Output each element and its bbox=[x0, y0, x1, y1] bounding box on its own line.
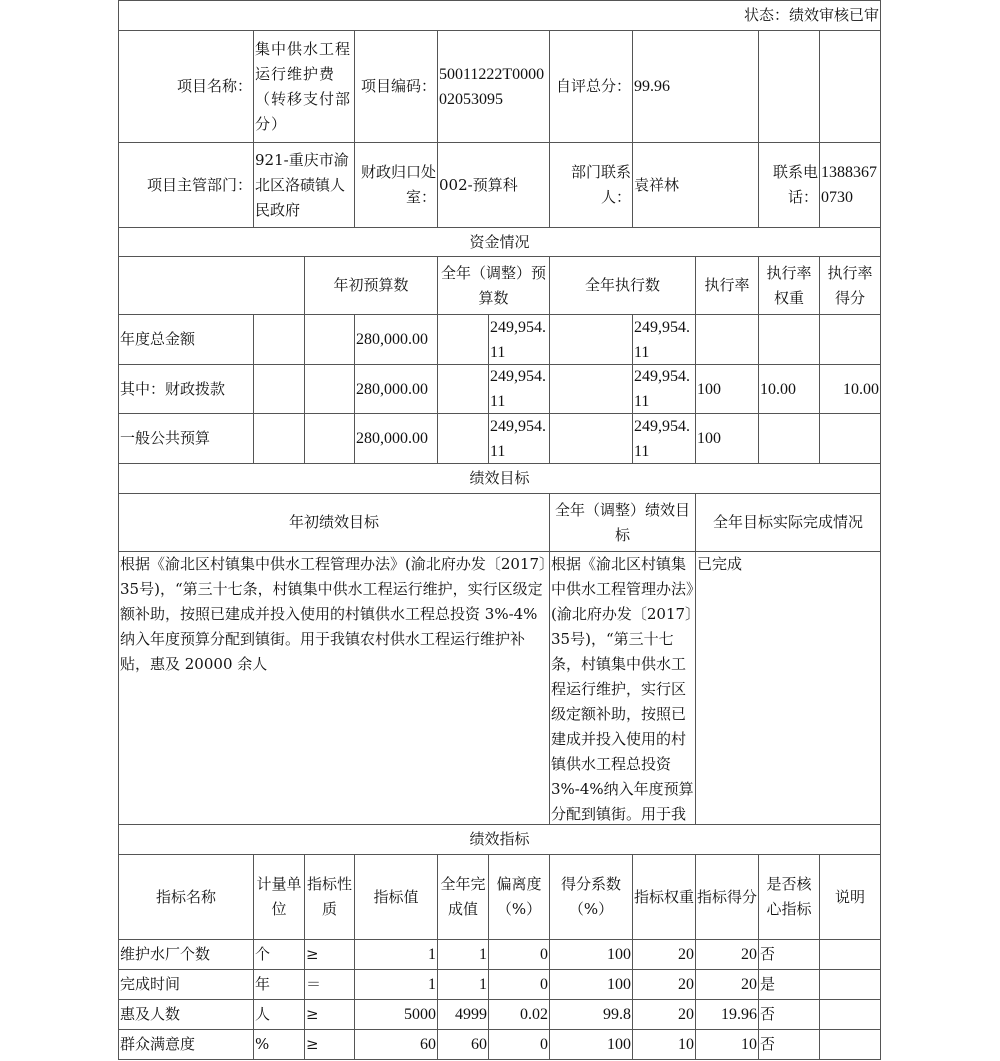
indicator-unit-text: 人 bbox=[255, 1005, 271, 1023]
funds-executed bbox=[632, 413, 696, 464]
finance-office-value bbox=[437, 142, 550, 228]
contact-label-text: 部门联系人： bbox=[570, 163, 631, 206]
indicator-score-text: 20 bbox=[741, 946, 757, 963]
indicator-coef-text: 99.8 bbox=[603, 1006, 631, 1023]
funds-rate bbox=[695, 413, 759, 464]
indicator-core-text: 否 bbox=[760, 945, 776, 963]
funds-header-3 bbox=[695, 256, 759, 315]
funds-weight bbox=[758, 364, 820, 414]
goals-header-initial bbox=[118, 493, 550, 552]
indicator-header-6-text: 得分系数（%） bbox=[560, 875, 621, 918]
blank-cell bbox=[304, 314, 355, 365]
indicator-score bbox=[695, 939, 759, 970]
funds-rate bbox=[695, 364, 759, 414]
blank-cell bbox=[549, 364, 633, 414]
indicator-nature-text: ≥ bbox=[306, 945, 319, 963]
phone-value bbox=[819, 142, 881, 228]
project-code-label bbox=[354, 30, 438, 143]
indicator-coef bbox=[549, 969, 633, 1000]
indicator-name bbox=[118, 939, 254, 970]
indicator-header-9-text: 是否核心指标 bbox=[766, 875, 812, 918]
blank-cell bbox=[819, 30, 881, 143]
funds-rate-text: 100 bbox=[697, 430, 721, 447]
indicator-name-text: 惠及人数 bbox=[120, 1005, 181, 1023]
funds-initial bbox=[354, 314, 438, 365]
indicator-header-4-text: 全年完成值 bbox=[440, 875, 486, 918]
indicator-coef bbox=[549, 939, 633, 970]
indicator-actual-text: 4999 bbox=[455, 1006, 487, 1023]
indicator-actual-text: 60 bbox=[471, 1036, 487, 1053]
goals-header-adjusted-text: 全年（调整）绩效目标 bbox=[554, 500, 690, 544]
indicator-header-7 bbox=[632, 854, 696, 940]
indicator-target-text: 5000 bbox=[404, 1006, 436, 1023]
indicator-weight bbox=[632, 969, 696, 1000]
indicator-header-3 bbox=[354, 854, 438, 940]
indicator-nature-text: ≥ bbox=[306, 1005, 319, 1023]
status-bar-text: 状态：绩效审核已审 bbox=[743, 6, 879, 24]
indicator-weight-text: 20 bbox=[678, 976, 694, 993]
funds-score bbox=[819, 413, 881, 464]
funds-header-blank bbox=[118, 256, 305, 315]
indicators-section-title-text: 绩效指标 bbox=[469, 830, 530, 848]
goals-header-initial-text: 年初绩效目标 bbox=[288, 513, 379, 531]
funds-section-title-text: 资金情况 bbox=[469, 232, 530, 251]
indicator-weight bbox=[632, 999, 696, 1030]
indicator-coef-text: 100 bbox=[607, 946, 631, 963]
indicator-nature bbox=[304, 969, 355, 1000]
funds-adjusted-text: 249,954.11 bbox=[490, 417, 546, 460]
funds-row-label bbox=[118, 314, 254, 365]
indicator-coef-text: 100 bbox=[607, 976, 631, 993]
indicator-unit bbox=[253, 1029, 305, 1060]
funds-adjusted bbox=[488, 314, 550, 365]
finance-office-label-text: 财政归口处室： bbox=[360, 163, 436, 206]
indicator-core bbox=[758, 969, 820, 1000]
goals-adjusted-text bbox=[549, 551, 696, 825]
indicator-header-8 bbox=[695, 854, 759, 940]
indicator-unit-text: 个 bbox=[255, 945, 271, 963]
funds-header-0 bbox=[304, 256, 438, 315]
indicator-deviation bbox=[488, 969, 550, 1000]
goals-actual-text bbox=[695, 551, 881, 825]
indicator-header-4 bbox=[437, 854, 489, 940]
indicator-nature bbox=[304, 1029, 355, 1060]
indicator-header-6 bbox=[549, 854, 633, 940]
finance-office-value-text: 002-预算科 bbox=[439, 175, 518, 194]
indicator-weight-text: 20 bbox=[678, 946, 694, 963]
funds-header-0-text: 年初预算数 bbox=[333, 276, 409, 294]
funds-header-3-text: 执行率 bbox=[704, 276, 750, 294]
project-code-label-text: 项目编码： bbox=[360, 77, 436, 95]
funds-adjusted-text: 249,954.11 bbox=[490, 318, 546, 361]
indicator-unit-text: % bbox=[255, 1035, 270, 1053]
indicator-actual bbox=[437, 969, 489, 1000]
goals-section-title-text: 绩效目标 bbox=[469, 469, 530, 487]
indicators-section-title bbox=[118, 824, 881, 855]
indicator-target bbox=[354, 969, 438, 1000]
contact-value-text: 袁祥林 bbox=[634, 175, 680, 194]
dept-value bbox=[253, 142, 355, 228]
blank-cell bbox=[549, 314, 633, 365]
indicator-note bbox=[819, 969, 881, 1000]
indicator-weight bbox=[632, 939, 696, 970]
indicator-unit bbox=[253, 939, 305, 970]
contact-label bbox=[549, 142, 633, 228]
indicator-name bbox=[118, 969, 254, 1000]
funds-executed-text: 249,954.11 bbox=[634, 318, 690, 361]
funds-initial-text: 280,000.00 bbox=[356, 380, 428, 398]
indicator-core-text: 否 bbox=[760, 1035, 776, 1053]
funds-row-label bbox=[118, 364, 254, 414]
indicator-score-text: 10 bbox=[741, 1036, 757, 1053]
indicator-score bbox=[695, 969, 759, 1000]
indicator-score-text: 20 bbox=[741, 976, 757, 993]
project-code-value bbox=[437, 30, 550, 143]
status-bar bbox=[118, 0, 881, 31]
indicator-header-0-text: 指标名称 bbox=[155, 887, 216, 906]
indicator-score bbox=[695, 1029, 759, 1060]
funds-executed-text: 249,954.11 bbox=[634, 368, 690, 410]
blank-cell bbox=[253, 314, 305, 365]
indicator-header-8-text: 指标得分 bbox=[697, 887, 758, 906]
indicator-deviation-text: 0 bbox=[540, 1036, 548, 1053]
funds-row-label-text: 年度总金额 bbox=[120, 330, 196, 348]
dept-value-text: 921-重庆市渝北区洛碛镇人民政府 bbox=[255, 150, 349, 219]
indicator-header-3-text: 指标值 bbox=[373, 887, 419, 906]
indicator-header-7-text: 指标权重 bbox=[634, 887, 695, 906]
indicator-nature bbox=[304, 939, 355, 970]
goals-initial-text-text: 根据《渝北区村镇集中供水工程管理办法》(渝北府办发〔2017〕35号)，“第三十七条，村镇集中供水工程运行维护，实行区级定额补助，按照已建成并投入使用的村镇供水工程总投资 3%-4%纳入年度预算分配到镇街。用于我镇农村供水工程运行维护补贴，惠及 20000 余人 bbox=[120, 555, 547, 673]
funds-adjusted bbox=[488, 413, 550, 464]
blank-cell bbox=[758, 30, 820, 143]
funds-executed bbox=[632, 364, 696, 414]
dept-label-text: 项目主管部门： bbox=[146, 175, 252, 194]
funds-initial bbox=[354, 364, 438, 414]
dept-label bbox=[118, 142, 254, 228]
indicator-core bbox=[758, 1029, 820, 1060]
indicator-unit-text: 年 bbox=[255, 975, 271, 993]
indicator-coef bbox=[549, 999, 633, 1030]
indicator-header-1-text: 计量单位 bbox=[256, 875, 302, 918]
indicator-actual-text: 1 bbox=[479, 976, 487, 993]
indicator-name bbox=[118, 999, 254, 1030]
funds-header-4 bbox=[758, 256, 820, 315]
indicator-core-text: 是 bbox=[760, 975, 776, 993]
goals-actual-text-text: 已完成 bbox=[697, 555, 743, 573]
indicator-coef-text: 100 bbox=[607, 1036, 631, 1053]
blank-cell bbox=[549, 413, 633, 464]
funds-header-2-text: 全年执行数 bbox=[584, 276, 660, 294]
indicator-score-text: 19.96 bbox=[721, 1006, 757, 1023]
indicator-deviation bbox=[488, 939, 550, 970]
indicator-unit bbox=[253, 969, 305, 1000]
indicator-coef bbox=[549, 1029, 633, 1060]
indicator-deviation-text: 0 bbox=[540, 946, 548, 963]
project-name-label bbox=[118, 30, 254, 143]
indicator-nature-text: ＝ bbox=[306, 975, 322, 993]
self-score-label-text: 自评总分： bbox=[555, 77, 631, 95]
indicator-note bbox=[819, 1029, 881, 1060]
funds-header-2 bbox=[549, 256, 696, 315]
funds-row-label bbox=[118, 413, 254, 464]
project-code-value-text: 50011222T000002053095 bbox=[439, 65, 545, 108]
funds-rate bbox=[695, 314, 759, 365]
funds-weight bbox=[758, 314, 820, 365]
indicator-header-0 bbox=[118, 854, 254, 940]
indicator-deviation bbox=[488, 1029, 550, 1060]
blank-cell bbox=[304, 413, 355, 464]
indicator-target bbox=[354, 939, 438, 970]
indicator-name-text: 群众满意度 bbox=[120, 1035, 196, 1053]
funds-header-1-text: 全年（调整）预算数 bbox=[440, 263, 546, 307]
indicator-note bbox=[819, 939, 881, 970]
contact-value bbox=[632, 142, 759, 228]
project-name-value-text: 集中供水工程运行维护费（转移支付部分） bbox=[255, 39, 352, 133]
indicator-deviation-text: 0 bbox=[540, 976, 548, 993]
indicator-actual-text: 1 bbox=[479, 946, 487, 963]
funds-header-4-text: 执行率权重 bbox=[766, 263, 812, 307]
finance-office-label bbox=[354, 142, 438, 228]
indicator-actual bbox=[437, 999, 489, 1030]
funds-rate-text: 100 bbox=[697, 380, 721, 398]
indicator-note bbox=[819, 999, 881, 1030]
funds-adjusted-text: 249,954.11 bbox=[490, 368, 546, 410]
indicator-header-5-text: 偏离度（%） bbox=[496, 875, 542, 918]
goals-initial-text bbox=[118, 551, 550, 825]
blank-cell bbox=[304, 364, 355, 414]
blank-cell bbox=[437, 314, 489, 365]
goals-header-actual-text: 全年目标实际完成情况 bbox=[712, 513, 863, 531]
phone-label bbox=[758, 142, 820, 228]
blank-cell bbox=[437, 413, 489, 464]
funds-executed bbox=[632, 314, 696, 365]
funds-initial-text: 280,000.00 bbox=[356, 331, 428, 348]
self-score-label bbox=[549, 30, 633, 143]
funds-weight-text: 10.00 bbox=[760, 380, 796, 398]
indicator-nature-text: ≥ bbox=[306, 1035, 319, 1053]
funds-adjusted bbox=[488, 364, 550, 414]
indicator-header-9 bbox=[758, 854, 820, 940]
goals-header-actual bbox=[695, 493, 881, 552]
indicator-weight bbox=[632, 1029, 696, 1060]
indicator-weight-text: 20 bbox=[678, 1006, 694, 1023]
indicator-header-5 bbox=[488, 854, 550, 940]
indicator-core bbox=[758, 939, 820, 970]
indicator-weight-text: 10 bbox=[678, 1036, 694, 1053]
indicator-score bbox=[695, 999, 759, 1030]
indicator-actual bbox=[437, 939, 489, 970]
indicator-header-10 bbox=[819, 854, 881, 940]
project-name-value bbox=[253, 30, 355, 143]
indicator-target-text: 1 bbox=[428, 946, 436, 963]
indicator-core-text: 否 bbox=[760, 1005, 776, 1023]
indicator-name bbox=[118, 1029, 254, 1060]
funds-section-title bbox=[118, 227, 881, 257]
goals-adjusted-text-text: 根据《渝北区村镇集中供水工程管理办法》(渝北府办发〔2017〕35号)，“第三十七条，村镇集中供水工程运行维护，实行区级定额补助，按照已建成并投入使用的村镇供水工程总投资 3%-4%纳入年度预算分配到镇街。用于我 bbox=[551, 555, 694, 823]
funds-initial bbox=[354, 413, 438, 464]
funds-row-label-text: 其中：财政拨款 bbox=[120, 379, 226, 398]
indicator-header-2 bbox=[304, 854, 355, 940]
self-score-value bbox=[632, 30, 759, 143]
blank-cell bbox=[253, 413, 305, 464]
blank-cell bbox=[253, 364, 305, 414]
funds-header-5 bbox=[819, 256, 881, 315]
funds-weight bbox=[758, 413, 820, 464]
indicator-unit bbox=[253, 999, 305, 1030]
funds-score-text: 10.00 bbox=[843, 380, 879, 398]
indicator-deviation-text: 0.02 bbox=[520, 1006, 548, 1023]
indicator-target-text: 60 bbox=[420, 1036, 436, 1053]
indicator-actual bbox=[437, 1029, 489, 1060]
funds-header-1 bbox=[437, 256, 550, 315]
indicator-core bbox=[758, 999, 820, 1030]
indicator-header-10-text: 说明 bbox=[834, 887, 865, 906]
funds-row-label-text: 一般公共预算 bbox=[120, 429, 211, 447]
funds-score bbox=[819, 314, 881, 365]
funds-initial-text: 280,000.00 bbox=[356, 430, 428, 447]
indicator-target bbox=[354, 1029, 438, 1060]
funds-header-5-text: 执行率得分 bbox=[827, 263, 873, 307]
indicator-target-text: 1 bbox=[428, 976, 436, 993]
phone-label-text: 联系电话： bbox=[772, 163, 818, 206]
indicator-header-1 bbox=[253, 854, 305, 940]
indicator-nature bbox=[304, 999, 355, 1030]
blank-cell bbox=[437, 364, 489, 414]
phone-value-text: 13883670730 bbox=[821, 164, 877, 206]
indicator-name-text: 维护水厂个数 bbox=[120, 945, 211, 963]
indicator-header-2-text: 指标性质 bbox=[306, 875, 352, 918]
project-name-label-text: 项目名称： bbox=[176, 77, 252, 95]
funds-score bbox=[819, 364, 881, 414]
indicator-deviation bbox=[488, 999, 550, 1030]
goals-section-title bbox=[118, 463, 881, 494]
indicator-target bbox=[354, 999, 438, 1030]
self-score-value-text: 99.96 bbox=[634, 78, 670, 95]
funds-executed-text: 249,954.11 bbox=[634, 417, 690, 460]
goals-header-adjusted bbox=[549, 493, 696, 552]
indicator-name-text: 完成时间 bbox=[120, 975, 181, 993]
